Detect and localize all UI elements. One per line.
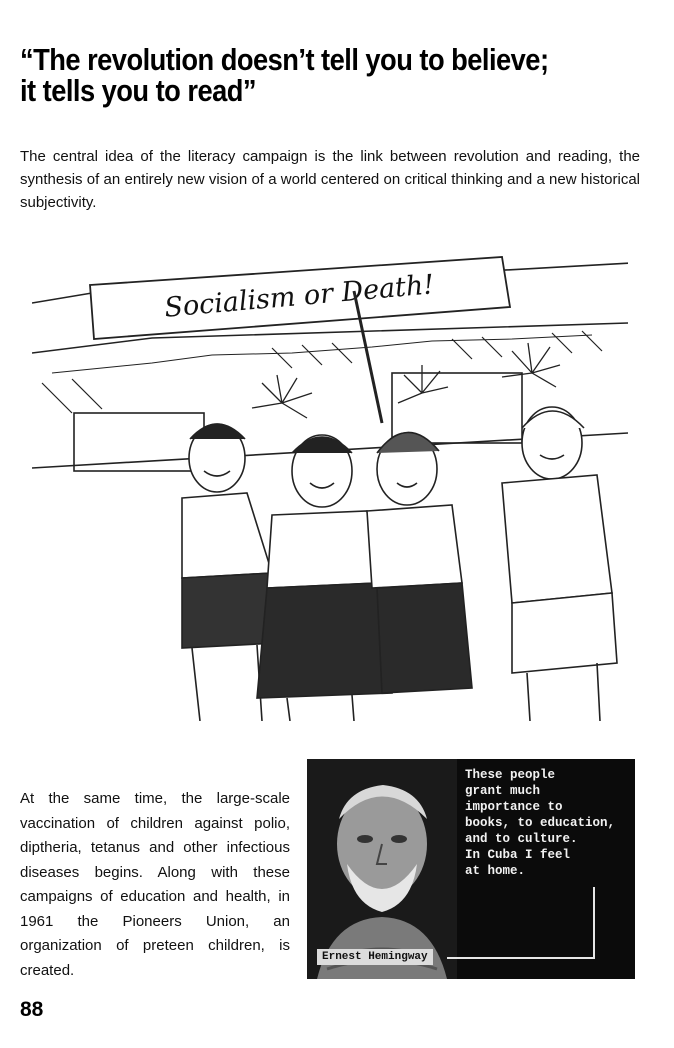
title-line-1: “The revolution doesn’t tell you to believe;	[20, 42, 549, 77]
pioneers-illustration	[32, 243, 628, 721]
page-number: 88	[20, 998, 44, 1021]
title-line-2: it tells you to read”	[20, 73, 256, 108]
hemingway-portrait	[307, 759, 457, 979]
body-paragraph: At the same time, the large-scale vaccination of children against polio, diptheria, tetanus and other infectious diseases begins. Along with these campaigns of education and health, in 1961 the Pioneers Union, an organization of preteen children, is created.	[20, 790, 290, 979]
slogan-banner	[90, 257, 510, 339]
banner-text: Socialism or Death!	[163, 269, 436, 324]
portrait-caption: Ernest Hemingway	[317, 949, 433, 965]
quote-bracket	[447, 887, 595, 959]
hemingway-quote: These people grant much importance to books, to education, and to culture. In Cuba I feel at home.	[465, 768, 616, 878]
intro-paragraph: The central idea of the literacy campaign is the link between revolution and reading, the synthesis of an entirely new vision of a world centered on critical thinking and a new historical subjectivity.	[20, 148, 640, 211]
page-title	[20, 44, 566, 106]
quote-panel	[307, 759, 635, 979]
